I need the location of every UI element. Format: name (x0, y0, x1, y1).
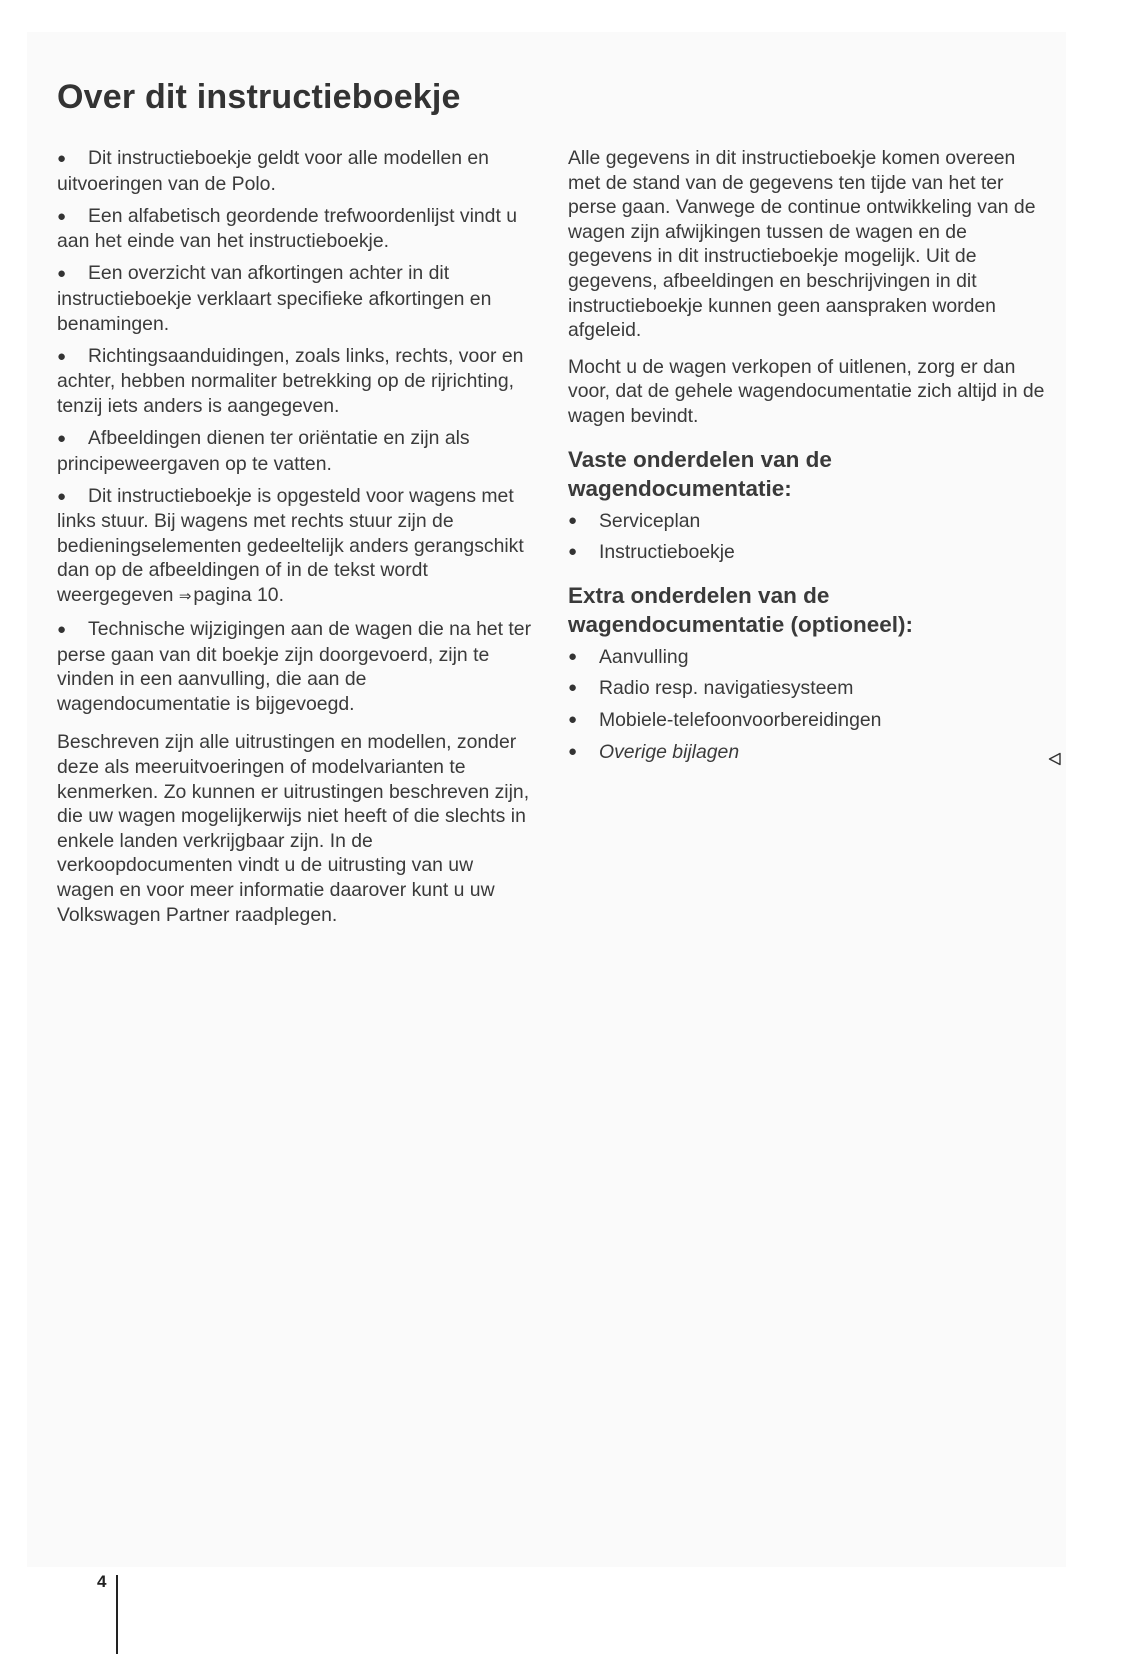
right-column (568, 146, 1048, 771)
bullet-paragraph (57, 617, 532, 716)
list-item-text: Aanvulling (599, 645, 689, 668)
bullet-icon: ● (57, 429, 67, 447)
bullet-paragraph (57, 484, 532, 610)
bullet-icon: ● (568, 511, 578, 529)
bullet-icon: ● (57, 207, 67, 225)
end-of-section-triangle-icon (1048, 752, 1062, 766)
bullet-paragraph (57, 204, 532, 254)
body-paragraph: Beschreven zijn alle uitrustingen en modellen, zonder deze als meeruitvoeringen of modelvarianten te kenmerken. Zo kunnen er uitrustingen beschreven zijn, die uw wagen mogelijkerwijs niet heeft of die slechts in enkele landen verkrijgbaar zijn. In de verkoopdocumenten vindt u de uitrusting van uw wagen en voor meer informatie daarover kunt u uw Volkswagen Partner raadplegen. (57, 731, 530, 926)
bullet-paragraph (57, 426, 532, 476)
list-item-text: Instructieboekje (599, 541, 735, 564)
body-paragraph: Mocht u de wagen verkopen of uitlenen, zorg er dan voor, dat de gehele wagendocumentatie zich altijd in de wagen bevindt. (568, 355, 1045, 427)
list-item-text: Serviceplan (599, 509, 701, 532)
bullet-text: Richtingsaanduidingen, zoals links, rechts, voor en achter, hebben normaliter betrekking op de rijrichting, tenzij iets anders is aangegeven. (57, 344, 524, 417)
bullet-text: Een alfabetisch geordende trefwoordenlijst vindt u aan het einde van het instructieboekje. (57, 204, 518, 253)
punctuation: . (278, 584, 284, 606)
bullet-icon: ● (57, 621, 67, 639)
bullet-text: Afbeeldingen dienen ter oriëntatie en zijn als principeweergaven op te vatten. (57, 426, 470, 475)
bullet-icon: ● (57, 265, 67, 283)
page-title: Over dit instructieboekje (57, 78, 461, 116)
bullet-icon: ● (57, 150, 67, 167)
section-heading-fixed-documentation: Vaste onderdelen van de wagendocumentatie: (568, 446, 832, 501)
bullet-icon: ● (568, 710, 578, 728)
list-item (568, 708, 1048, 733)
page-margin-rule (116, 1575, 118, 1654)
list-item (568, 676, 1048, 701)
cross-reference-arrow-icon: ⇒ (178, 588, 192, 605)
bullet-icon: ● (568, 543, 578, 561)
bullet-paragraph (57, 344, 532, 419)
bullet-text: Dit instructieboekje geldt voor alle modellen en uitvoeringen van de Polo. (57, 147, 489, 195)
bullet-paragraph (57, 146, 532, 196)
list-item (568, 509, 1048, 534)
bullet-text: Dit instructieboekje is opgesteld voor wagens met links stuur. Bij wagens met rechts stuur zijn de bedieningselementen gedeeltelijk anders gerangschikt dan op de afbeeldingen of in de tekst wordt weergegeven (57, 484, 524, 606)
page-number: 4 (97, 1572, 107, 1591)
section-heading-optional-documentation: Extra onderdelen van de wagendocumentatie (optioneel): (568, 582, 914, 637)
list-item-text: Radio resp. navigatiesysteem (599, 677, 854, 700)
bullet-text: Technische wijzigingen aan de wagen die na het ter perse gaan van dit boekje zijn doorgevoerd, zijn te vinden in een aanvulling, die aan de wagendocumentatie is bijgevoegd. (57, 618, 532, 715)
bullet-icon: ● (57, 487, 67, 505)
bullet-text: Een overzicht van afkortingen achter in dit instructieboekje verklaart specifieke afkortingen en benamingen. (57, 262, 492, 335)
bullet-icon: ● (568, 647, 578, 665)
optional-documentation-list (568, 645, 1048, 764)
list-item (568, 540, 1048, 565)
list-item-text: Mobiele-telefoonvoorbereidingen (599, 708, 882, 731)
bullet-icon: ● (568, 742, 578, 760)
body-paragraph: Alle gegevens in dit instructieboekje komen overeen met de stand van de gegevens ten tijde van het ter perse gaan. Vanwege de continue ontwikkeling van de wagen zijn afwijkingen tussen de wagen en de gegevens in dit instructieboekje mogelijk. Uit de gegevens, afbeeldingen en beschrijvingen in dit instructieboekje kunnen geen aanspraken worden afgeleid. (568, 147, 1036, 342)
list-item-text: Overige bijlagen (599, 740, 740, 763)
bullet-paragraph (57, 261, 532, 336)
bullet-icon: ● (57, 347, 67, 365)
bullet-icon: ● (568, 679, 578, 697)
left-column (57, 146, 532, 939)
page-reference-link[interactable]: pagina 10 (193, 584, 279, 606)
fixed-documentation-list (568, 509, 1048, 565)
list-item (568, 740, 1048, 765)
list-item (568, 645, 1048, 670)
